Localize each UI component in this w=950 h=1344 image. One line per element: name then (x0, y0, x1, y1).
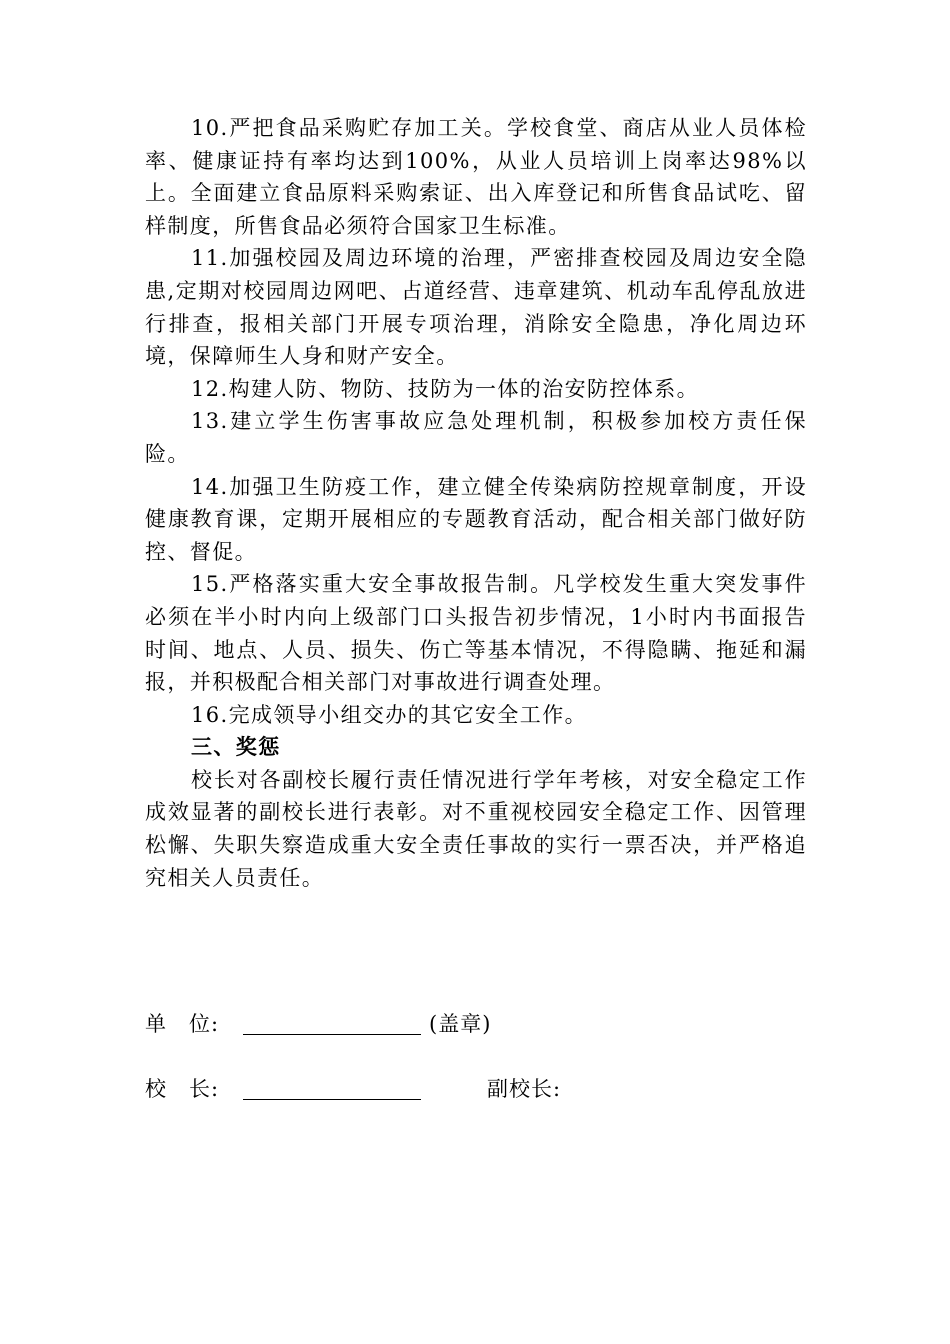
paragraph-item-10: 10.严把食品采购贮存加工关。学校食堂、商店从业人员体检率、健康证持有率均达到100%，从业人员培训上岗率达98%以上。全面建立食品原料采购索证、出入库登记和所售食品试吃、留样制度，所售食品必须符合国家卫生标准。 (145, 116, 807, 238)
vice-principal-label: 副校长: (487, 1077, 562, 1101)
signature-row-unit (145, 1008, 491, 1040)
paragraph-item-12: 12.构建人防、物防、技防为一体的治安防控体系。 (191, 376, 699, 401)
principal-label: 校 长: (145, 1077, 220, 1101)
section-heading-rewards: 三、奖惩 (191, 735, 281, 760)
unit-label: 单 位: (145, 1012, 220, 1036)
paragraph-item-13: 13.建立学生伤害事故应急处理机制，积极参加校方责任保险。 (145, 409, 807, 466)
paragraph-item-11: 11.加强校园及周边环境的治理，严密排查校园及周边安全隐患,定期对校园周边网吧、占道经营、违章建筑、机动车乱停乱放进行排查，报相关部门开展专项治理，消除安全隐患，净化周边环境，保障师生人身和财产安全。 (145, 246, 807, 369)
paragraph-item-14: 14.加强卫生防疫工作，建立健全传染病防控规章制度，开设健康教育课，定期开展相应的专题教育活动，配合相关部门做好防控、督促。 (145, 474, 807, 564)
document-body (145, 112, 807, 894)
section-body-rewards: 校长对各副校长履行责任情况进行学年考核，对安全稳定工作成效显著的副校长进行表彰。对不重视校园安全稳定工作、因管理松懈、失职失察造成重大安全责任事故的实行一票否决，并严格追究相关人员责任。 (145, 767, 807, 890)
paragraph-item-16: 16.完成领导小组交办的其它安全工作。 (191, 702, 587, 727)
unit-signature-line (243, 1010, 421, 1035)
principal-signature-line (243, 1075, 421, 1100)
seal-note: (盖章) (429, 1012, 492, 1036)
paragraph-item-15: 15.严格落实重大安全事故报告制。凡学校发生重大突发事件必须在半小时内向上级部门口头报告初步情况，1小时内书面报告时间、地点、人员、损失、伤亡等基本情况，不得隐瞒、拖延和漏报，并积极配合相关部门对事故进行调查处理。 (145, 572, 807, 695)
signature-row-principal (145, 1073, 561, 1105)
